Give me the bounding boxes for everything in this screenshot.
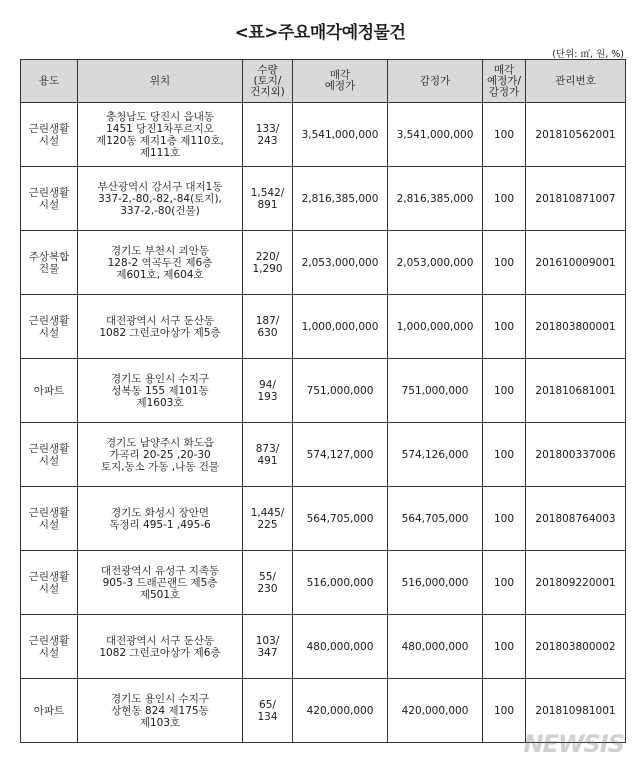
- document-title: <표>주요매각예정물건: [234, 23, 406, 43]
- unit-note: (단위: ㎡, 원, %): [552, 49, 624, 60]
- table-row: [21, 551, 626, 615]
- row-mgmt-no: 201808764003: [526, 487, 626, 551]
- table-row: [21, 359, 626, 423]
- row-sale-price: 564,705,000: [293, 487, 388, 551]
- row-mgmt-no: 201809220001: [526, 551, 626, 615]
- newsis-watermark: NEWSIS: [523, 730, 624, 758]
- row-quantity: 65/ 134: [243, 679, 293, 743]
- row-ratio: 100: [483, 423, 526, 487]
- row-location: 대전광역시 유성구 지족동 905-3 드래곤랜드 제5층 제501호: [78, 551, 243, 615]
- row-mgmt-no: 201610009001: [526, 231, 626, 295]
- row-use: 아파트: [21, 359, 78, 423]
- row-mgmt-no: 201803800002: [526, 615, 626, 679]
- row-sale-price: 2,053,000,000: [293, 231, 388, 295]
- row-appraisal: 564,705,000: [388, 487, 483, 551]
- row-quantity: 55/ 230: [243, 551, 293, 615]
- row-sale-price: 574,127,000: [293, 423, 388, 487]
- row-use: 근린생활 시설: [21, 615, 78, 679]
- header-appraisal: 감정가: [388, 60, 483, 103]
- row-use: 아파트: [21, 679, 78, 743]
- row-appraisal: 3,541,000,000: [388, 103, 483, 167]
- row-ratio: 100: [483, 551, 526, 615]
- table-row: [21, 295, 626, 359]
- row-appraisal: 2,816,385,000: [388, 167, 483, 231]
- row-ratio: 100: [483, 615, 526, 679]
- row-use: 근린생활 시설: [21, 423, 78, 487]
- property-table: [20, 59, 626, 743]
- header-mgmt-no: 관리번호: [526, 60, 626, 103]
- table-header-row: [21, 60, 626, 103]
- row-appraisal: 480,000,000: [388, 615, 483, 679]
- row-use: 근린생활 시설: [21, 295, 78, 359]
- row-mgmt-no: 201810562001: [526, 103, 626, 167]
- header-quantity: 수량 (토지/ 건지외): [243, 60, 293, 103]
- row-ratio: 100: [483, 103, 526, 167]
- table-row: [21, 423, 626, 487]
- row-location: 충청남도 당진시 읍내동 1451 당진1차푸르지오 제120동 제지1층 제110호, 제111호: [78, 103, 243, 167]
- row-mgmt-no: 201810981001: [526, 679, 626, 743]
- row-appraisal: 574,126,000: [388, 423, 483, 487]
- row-mgmt-no: 201800337006: [526, 423, 626, 487]
- row-use: 주상복합 건물: [21, 231, 78, 295]
- row-quantity: 187/ 630: [243, 295, 293, 359]
- row-mgmt-no: 201803800001: [526, 295, 626, 359]
- row-location: 경기도 남양주시 화도읍 가곡리 20-25 ,20-30 토지,동소 가동 ,나동 건물: [78, 423, 243, 487]
- table-row: [21, 167, 626, 231]
- row-sale-price: 516,000,000: [293, 551, 388, 615]
- row-use: 근린생활 시설: [21, 167, 78, 231]
- row-ratio: 100: [483, 231, 526, 295]
- row-quantity: 873/ 491: [243, 423, 293, 487]
- row-quantity: 94/ 193: [243, 359, 293, 423]
- header-sale-price: 매각 예정가: [293, 60, 388, 103]
- header-use: 용도: [21, 60, 78, 103]
- row-mgmt-no: 201810871007: [526, 167, 626, 231]
- table-row: [21, 487, 626, 551]
- row-ratio: 100: [483, 679, 526, 743]
- row-quantity: 103/ 347: [243, 615, 293, 679]
- row-location: 대전광역시 서구 둔산동 1082 그런코아상가 제5층: [78, 295, 243, 359]
- row-location: 경기도 용인시 수지구 성복동 155 제101동 제1603호: [78, 359, 243, 423]
- row-sale-price: 1,000,000,000: [293, 295, 388, 359]
- row-quantity: 1,445/ 225: [243, 487, 293, 551]
- row-sale-price: 3,541,000,000: [293, 103, 388, 167]
- row-sale-price: 480,000,000: [293, 615, 388, 679]
- row-mgmt-no: 201810681001: [526, 359, 626, 423]
- row-location: 대전광역시 서구 둔산동 1082 그런코아상가 제6층: [78, 615, 243, 679]
- row-sale-price: 751,000,000: [293, 359, 388, 423]
- row-ratio: 100: [483, 487, 526, 551]
- row-location: 경기도 부천시 괴안동 128-2 역곡두진 제6층 제601호, 제604호: [78, 231, 243, 295]
- row-ratio: 100: [483, 167, 526, 231]
- row-appraisal: 1,000,000,000: [388, 295, 483, 359]
- row-location: 경기도 화성시 장안면 독정리 495-1 ,495-6: [78, 487, 243, 551]
- row-location: 경기도 용인시 수지구 상현동 824 제175동 제103호: [78, 679, 243, 743]
- row-use: 근린생활 시설: [21, 487, 78, 551]
- row-appraisal: 420,000,000: [388, 679, 483, 743]
- table-row: [21, 231, 626, 295]
- row-quantity: 220/ 1,290: [243, 231, 293, 295]
- row-use: 근린생활 시설: [21, 103, 78, 167]
- row-appraisal: 516,000,000: [388, 551, 483, 615]
- table-row: [21, 615, 626, 679]
- header-location: 위치: [78, 60, 243, 103]
- table-row: [21, 103, 626, 167]
- row-appraisal: 2,053,000,000: [388, 231, 483, 295]
- row-quantity: 133/ 243: [243, 103, 293, 167]
- row-appraisal: 751,000,000: [388, 359, 483, 423]
- row-ratio: 100: [483, 359, 526, 423]
- row-sale-price: 420,000,000: [293, 679, 388, 743]
- header-ratio: 매각 예정가/ 감정가: [483, 60, 526, 103]
- row-use: 근린생활 시설: [21, 551, 78, 615]
- row-sale-price: 2,816,385,000: [293, 167, 388, 231]
- row-location: 부산광역시 강서구 대저1동 337-2,-80,-82,-84(토지), 337-2,-80(건물): [78, 167, 243, 231]
- row-quantity: 1,542/ 891: [243, 167, 293, 231]
- row-ratio: 100: [483, 295, 526, 359]
